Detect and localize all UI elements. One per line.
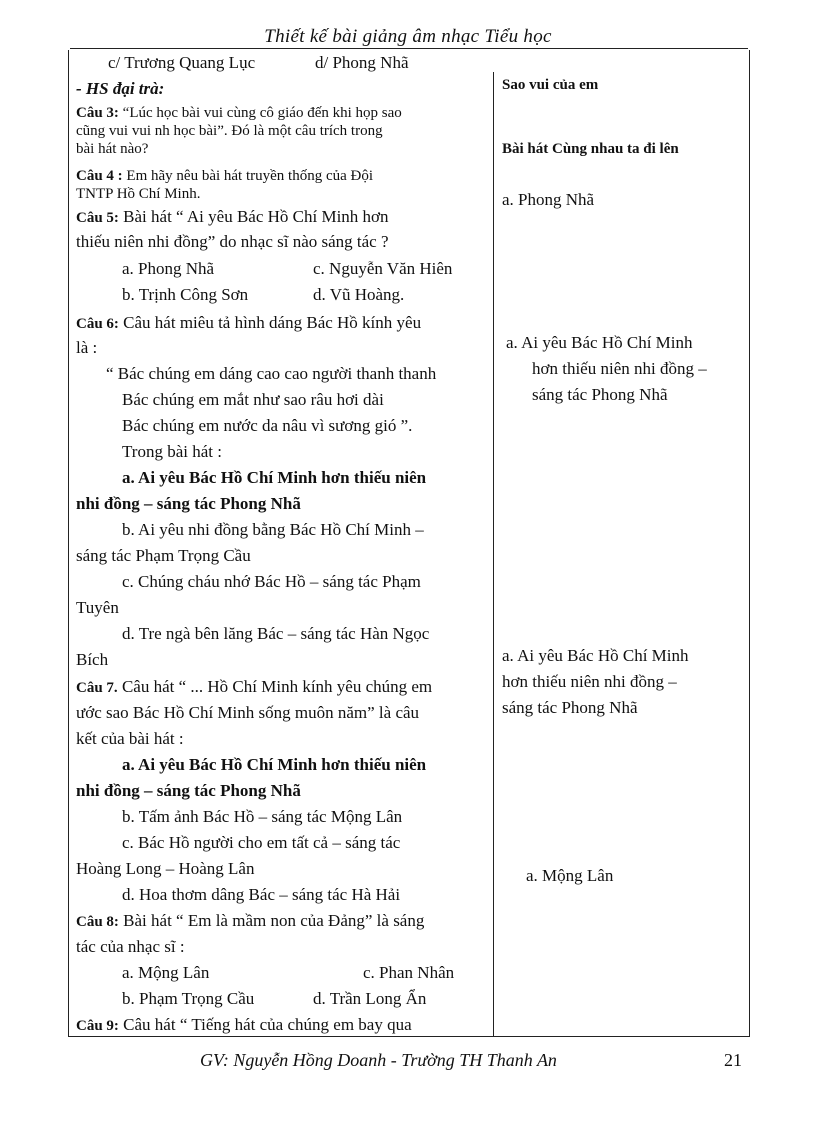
- question-text: tác của nhạc sĩ :: [76, 937, 185, 956]
- question-label: Câu 6:: [76, 316, 119, 332]
- question-text: bài hát nào?: [76, 141, 149, 157]
- page-header-title: Thiết kế bài giảng âm nhạc Tiểu học: [264, 26, 552, 47]
- question-text: Câu hát “ Tiếng hát của chúng em bay qua: [123, 1015, 412, 1034]
- answer-option: sáng tác Phạm Trọng Cầu: [76, 546, 251, 565]
- answer-option: a. Phong Nhã: [122, 259, 215, 278]
- question-text: Câu hát miêu tả hình dáng Bác Hồ kính yêu: [123, 313, 422, 332]
- question-label: Câu 7.: [76, 680, 118, 696]
- hs-dai-tra-heading: - HS đại trà:: [76, 79, 165, 98]
- footer-author: GV: Nguyễn Hồng Doanh - Trường TH Thanh An: [200, 1050, 557, 1070]
- answer-option: b. Ai yêu nhi đồng bằng Bác Hồ Chí Minh –: [122, 520, 424, 539]
- answer-option: a. Mộng Lân: [122, 963, 210, 982]
- question-label: Câu 3:: [76, 105, 119, 121]
- answer-text: hơn thiếu niên nhi đồng –: [502, 672, 677, 691]
- answer-text: a. Mộng Lân: [526, 866, 614, 885]
- answer-option: b. Tấm ảnh Bác Hồ – sáng tác Mộng Lân: [122, 807, 403, 826]
- question-text: thiếu niên nhi đồng” do nhạc sĩ nào sáng tác ?: [76, 232, 389, 251]
- answer-option: Tuyên: [76, 598, 119, 617]
- option-c-text: c/ Trương Quang Lục: [108, 53, 256, 72]
- option-d-text: d/ Phong Nhã: [315, 53, 409, 72]
- answer-text: a. Ai yêu Bác Hồ Chí Minh: [502, 646, 689, 665]
- answer-text: sáng tác Phong Nhã: [532, 385, 668, 404]
- answer-option: b. Trịnh Công Sơn: [122, 285, 249, 304]
- question-3: [76, 103, 402, 123]
- question-9: [76, 1015, 412, 1036]
- question-7: [76, 677, 432, 698]
- answer-text: a. Phong Nhã: [502, 190, 595, 209]
- question-text: Bài hát “ Ai yêu Bác Hồ Chí Minh hơn: [123, 207, 389, 226]
- question-text: Em hãy nêu bài hát truyền thống của Đội: [126, 168, 374, 184]
- question-5: [76, 207, 389, 228]
- question-6: [76, 313, 421, 334]
- answer-option: d. Vũ Hoàng.: [313, 285, 405, 304]
- answer-option: d. Hoa thơm dâng Bác – sáng tác Hà Hải: [122, 885, 401, 904]
- answer-option: d. Tre ngà bên lăng Bác – sáng tác Hàn Ngọc: [122, 624, 430, 643]
- lyric-line: Bác chúng em mắt như sao râu hơi dài: [122, 390, 384, 409]
- answer-option: nhi đồng – sáng tác Phong Nhã: [76, 781, 301, 800]
- answer-option: b. Phạm Trọng Cầu: [122, 989, 255, 1008]
- answer-option: c. Bác Hồ người cho em tất cả – sáng tác: [122, 833, 401, 852]
- answer-text: hơn thiếu niên nhi đồng –: [532, 359, 707, 378]
- question-text: kết của bài hát :: [76, 729, 184, 748]
- answer-option: Bích: [76, 650, 109, 669]
- question-label: Câu 5:: [76, 210, 119, 226]
- question-text: TNTP Hồ Chí Minh.: [76, 186, 201, 202]
- question-text: cũng vui vui nh học bài”. Đó là một câu trích trong: [76, 123, 383, 139]
- question-text: Trong bài hát :: [122, 442, 222, 461]
- question-4: [76, 166, 373, 186]
- answer-option: Hoàng Long – Hoàng Lân: [76, 859, 255, 878]
- question-label: Câu 4 :: [76, 168, 123, 184]
- header-rule: [70, 48, 748, 49]
- page-number: 21: [724, 1050, 742, 1070]
- question-text: “Lúc học bài vui cùng cô giáo đến khi họp sao: [122, 105, 402, 121]
- lyric-line: Bác chúng em nước da nâu vì sương gió ”.: [122, 416, 413, 435]
- answer-option: c. Nguyễn Văn Hiên: [313, 259, 453, 278]
- question-label: Câu 8:: [76, 914, 119, 930]
- answer-option: a. Ai yêu Bác Hồ Chí Minh hơn thiếu niên: [122, 468, 427, 487]
- question-text: ước sao Bác Hồ Chí Minh sống muôn năm” là câu: [76, 703, 420, 722]
- answer-text: sáng tác Phong Nhã: [502, 698, 638, 717]
- answer-option: a. Ai yêu Bác Hồ Chí Minh hơn thiếu niên: [122, 755, 427, 774]
- answer-option: nhi đồng – sáng tác Phong Nhã: [76, 494, 301, 513]
- question-text: Câu hát “ ... Hồ Chí Minh kính yêu chúng em: [121, 677, 433, 696]
- answer-option: c. Chúng cháu nhớ Bác Hồ – sáng tác Phạm: [122, 572, 421, 591]
- question-8: [76, 911, 424, 932]
- answer-text: a. Ai yêu Bác Hồ Chí Minh: [506, 333, 693, 352]
- answer-text: Bài hát Cùng nhau ta đi lên: [502, 141, 679, 157]
- answer-option: c. Phan Nhân: [363, 963, 455, 982]
- answer-text: Sao vui của em: [502, 77, 599, 93]
- answer-option: d. Trần Long Ẩn: [313, 989, 427, 1008]
- question-text: là :: [76, 338, 98, 357]
- column-divider: [493, 72, 494, 1036]
- lyric-line: “ Bác chúng em dáng cao cao người thanh thanh: [106, 364, 437, 383]
- question-text: Bài hát “ Em là mầm non của Đảng” là sáng: [123, 911, 425, 930]
- question-label: Câu 9:: [76, 1018, 119, 1034]
